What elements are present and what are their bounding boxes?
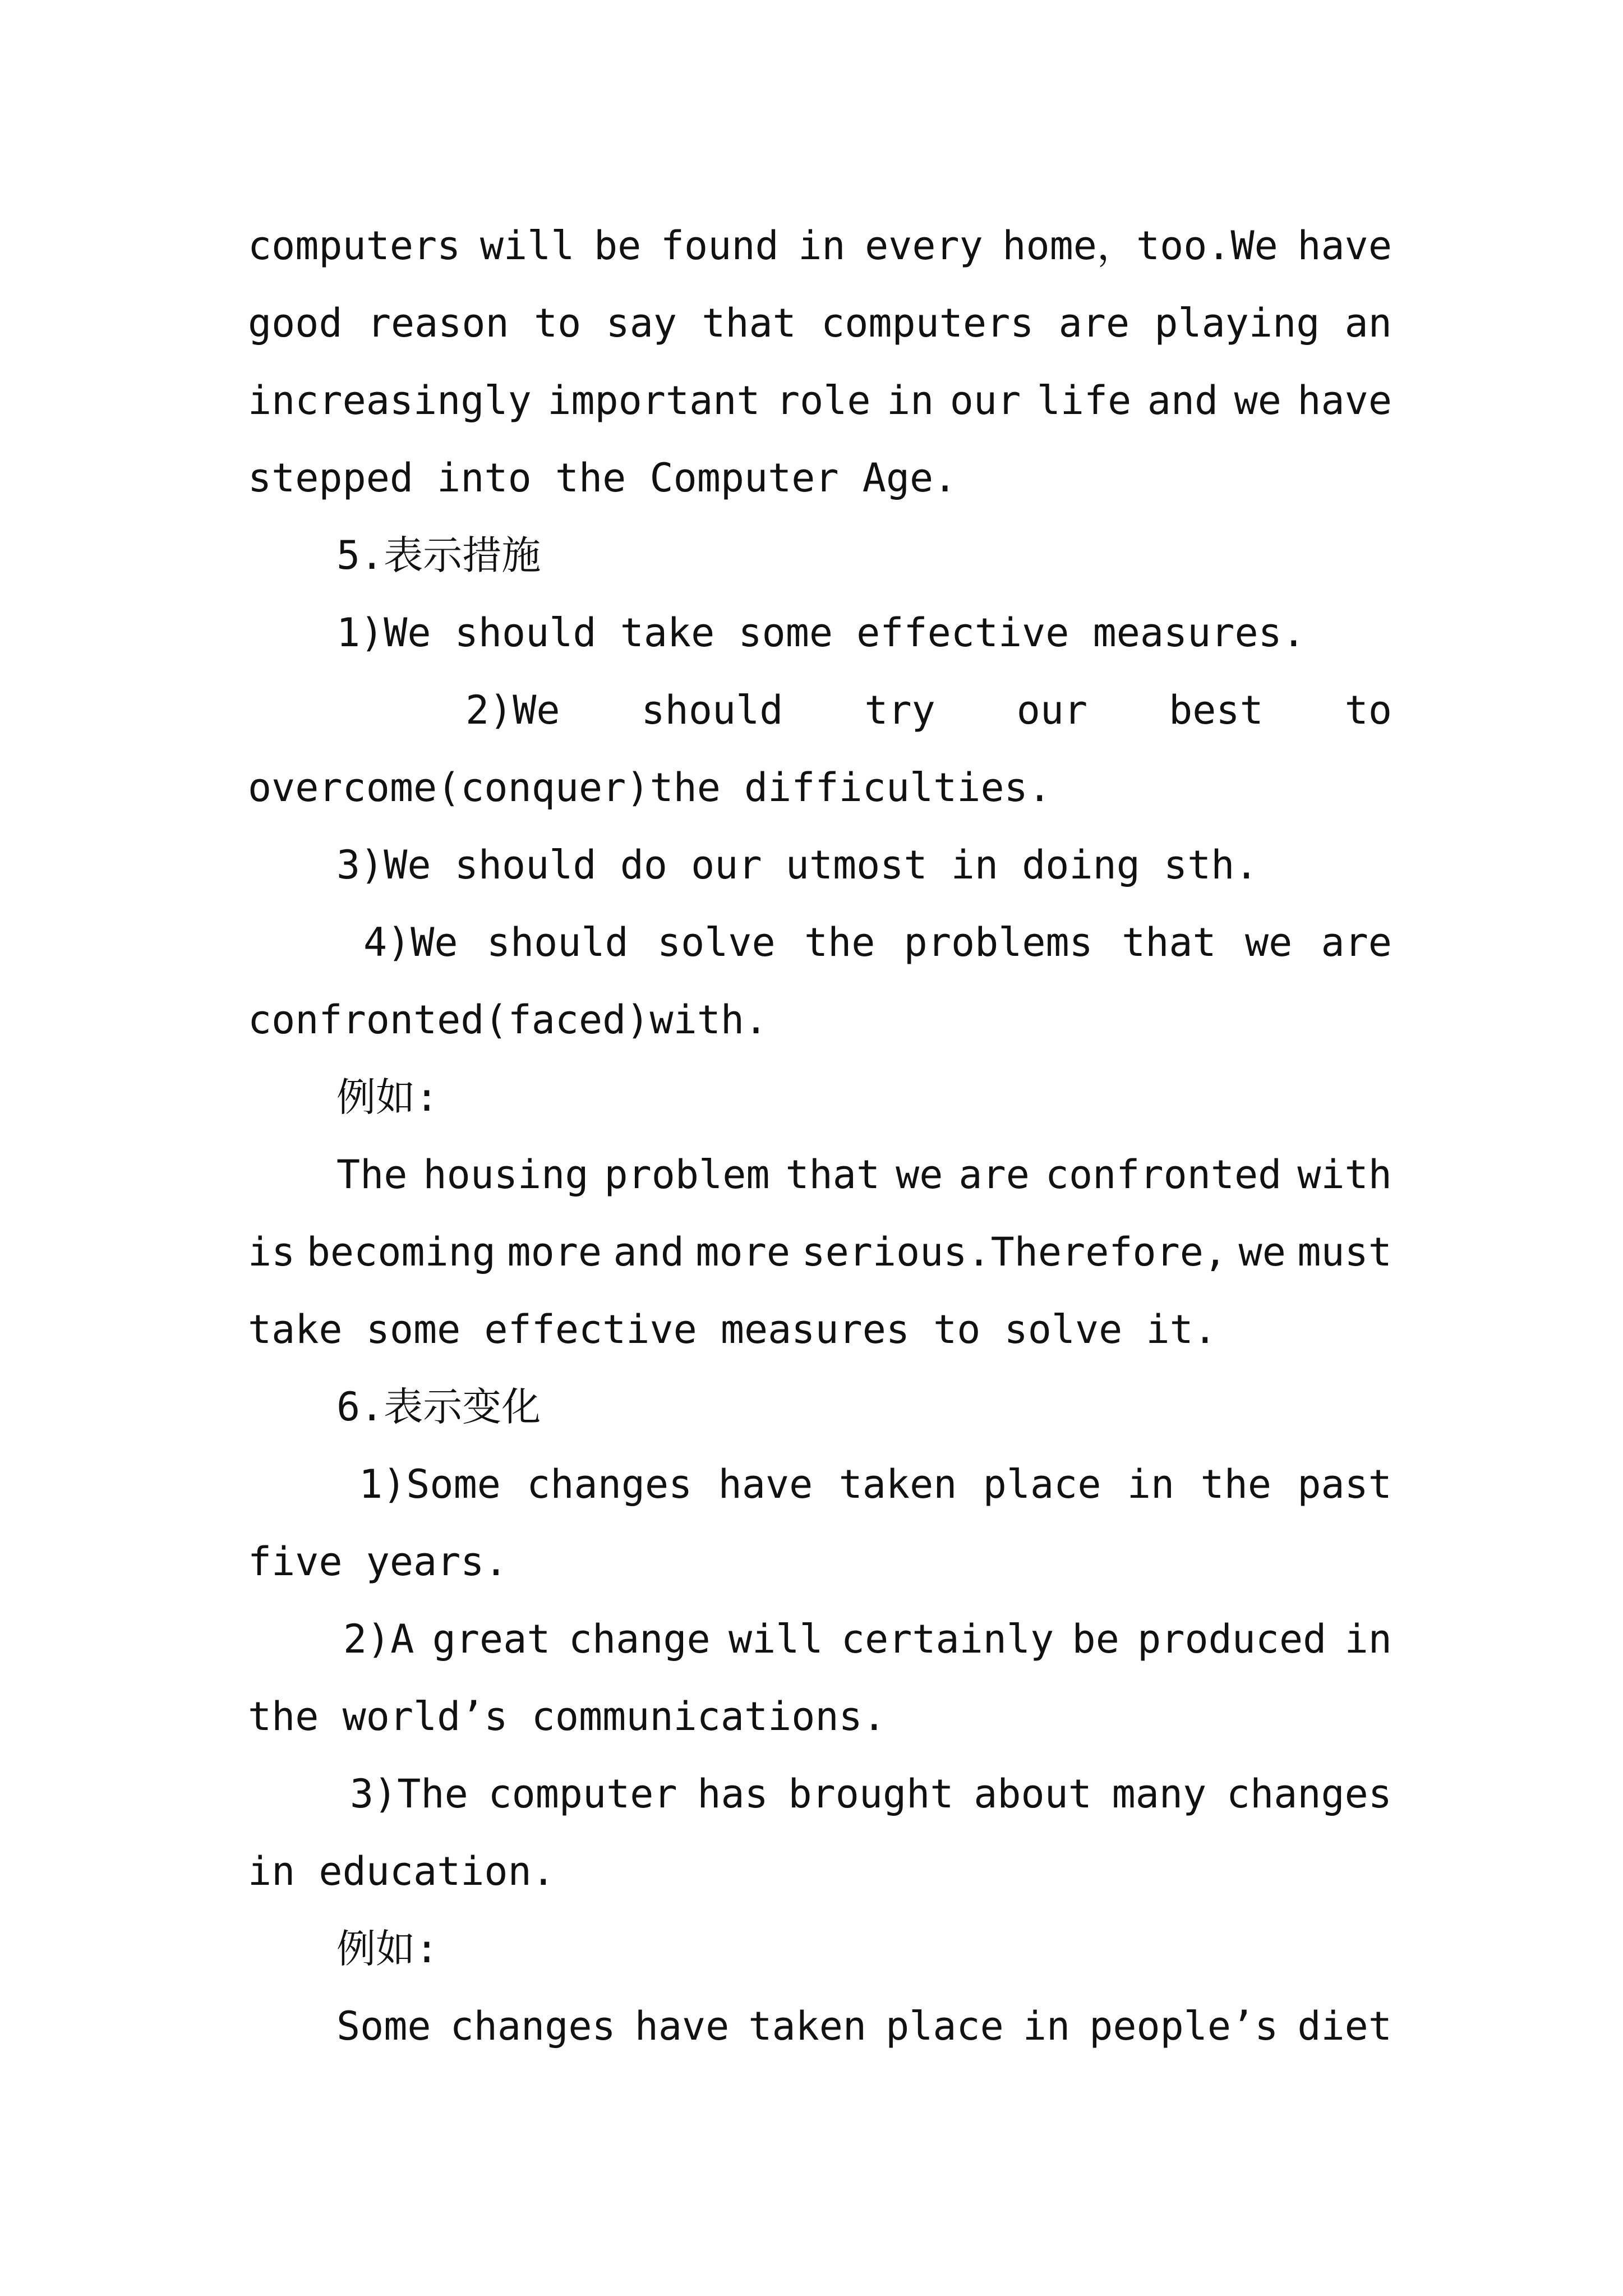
word: should bbox=[486, 919, 629, 965]
word: reason bbox=[367, 300, 509, 346]
word: computer bbox=[488, 1771, 677, 1817]
word: housing bbox=[423, 1152, 589, 1198]
word: people’s bbox=[1089, 2003, 1279, 2049]
word: place bbox=[983, 1461, 1101, 1507]
word: problem bbox=[604, 1152, 770, 1198]
word: change bbox=[568, 1616, 711, 1662]
word: 4)We bbox=[363, 919, 458, 965]
text-line bbox=[248, 212, 1392, 279]
word: are bbox=[1321, 919, 1392, 965]
word: changes bbox=[450, 2003, 616, 2049]
word: has bbox=[697, 1771, 768, 1817]
word: found bbox=[660, 223, 779, 269]
word: in bbox=[1022, 2003, 1071, 2049]
section-heading: 5.表示措施 bbox=[336, 532, 541, 578]
list-item bbox=[350, 1760, 1392, 1828]
word: have bbox=[718, 1461, 813, 1507]
word: are bbox=[1058, 300, 1130, 346]
word: we bbox=[1238, 1229, 1286, 1275]
word: 2)We bbox=[465, 687, 560, 733]
word: many bbox=[1112, 1771, 1207, 1817]
word: to bbox=[1344, 687, 1392, 733]
word: certainly bbox=[841, 1616, 1054, 1662]
word: place bbox=[886, 2003, 1004, 2049]
word: past bbox=[1297, 1461, 1392, 1507]
word: becoming bbox=[306, 1229, 496, 1275]
text-line bbox=[248, 289, 1392, 357]
word: with bbox=[1297, 1152, 1392, 1198]
word: problems bbox=[903, 919, 1093, 965]
word: about bbox=[974, 1771, 1092, 1817]
word: our bbox=[949, 378, 1021, 424]
word: that bbox=[785, 1152, 880, 1198]
example-text bbox=[248, 1218, 1392, 1286]
word: have bbox=[1297, 223, 1392, 269]
word: The bbox=[336, 1152, 408, 1198]
word: changes bbox=[527, 1461, 693, 1507]
word: in bbox=[1127, 1461, 1175, 1507]
list-item: 3)We should do our utmost in doing sth. bbox=[336, 842, 1258, 888]
list-item: 1)We should take some effective measures. bbox=[336, 610, 1306, 656]
word: diet bbox=[1297, 2003, 1392, 2049]
word: be bbox=[594, 223, 642, 269]
word: confronted bbox=[1045, 1152, 1282, 1198]
word: produced bbox=[1137, 1616, 1327, 1662]
word: brought bbox=[788, 1771, 954, 1817]
word: best bbox=[1169, 687, 1264, 733]
word: in bbox=[887, 378, 934, 424]
word: should bbox=[641, 687, 783, 733]
word: increasingly bbox=[248, 378, 532, 424]
word: life bbox=[1036, 378, 1132, 424]
word: 3)The bbox=[350, 1771, 468, 1817]
word: our bbox=[1016, 687, 1088, 733]
word: that bbox=[1122, 919, 1216, 965]
word: role bbox=[776, 378, 871, 424]
text-line: confronted(faced)with. bbox=[248, 997, 768, 1043]
word: home，too.We bbox=[1002, 223, 1278, 269]
example-text bbox=[336, 1141, 1392, 1208]
word: we bbox=[896, 1152, 943, 1198]
word: that bbox=[702, 300, 796, 346]
word: are bbox=[958, 1152, 1030, 1198]
word: every bbox=[865, 223, 983, 269]
text-line: the world’s communications. bbox=[248, 1694, 886, 1740]
list-item bbox=[363, 909, 1392, 976]
list-item bbox=[465, 677, 1392, 744]
text-line: five years. bbox=[248, 1539, 508, 1585]
word: the bbox=[1200, 1461, 1271, 1507]
example-text: take some effective measures to solve it. bbox=[248, 1306, 1217, 1352]
word: be bbox=[1072, 1616, 1119, 1662]
word: important bbox=[547, 378, 760, 424]
word: 2)A bbox=[343, 1616, 414, 1662]
word: and bbox=[1147, 378, 1219, 424]
word: will bbox=[728, 1616, 823, 1662]
text-line: in education. bbox=[248, 1848, 555, 1894]
word: to bbox=[533, 300, 582, 346]
word: computers bbox=[821, 300, 1034, 346]
text-line: stepped into the Computer Age. bbox=[248, 455, 957, 501]
word: solve bbox=[657, 919, 776, 965]
word: and bbox=[613, 1229, 684, 1275]
word: have bbox=[1297, 378, 1392, 424]
example-label: 例如: bbox=[336, 1074, 439, 1120]
text-line bbox=[248, 367, 1392, 434]
word: is bbox=[248, 1229, 296, 1275]
section-heading: 6.表示变化 bbox=[336, 1384, 541, 1430]
example-label: 例如: bbox=[336, 1926, 439, 1972]
word: 1)Some bbox=[359, 1461, 501, 1507]
word: an bbox=[1344, 300, 1392, 346]
example-text bbox=[336, 1993, 1392, 2060]
word: in bbox=[798, 223, 846, 269]
word: try bbox=[864, 687, 935, 733]
text-line: overcome(conquer)the difficulties. bbox=[248, 765, 1052, 811]
word: serious.Therefore, bbox=[801, 1229, 1228, 1275]
word: good bbox=[248, 300, 343, 346]
word: great bbox=[432, 1616, 551, 1662]
word: more bbox=[507, 1229, 602, 1275]
word: changes bbox=[1226, 1771, 1392, 1817]
word: Some bbox=[336, 2003, 431, 2049]
word: playing bbox=[1154, 300, 1320, 346]
word: say bbox=[606, 300, 677, 346]
list-item bbox=[343, 1605, 1392, 1673]
word: have bbox=[634, 2003, 730, 2049]
word: computers bbox=[248, 223, 461, 269]
word: more bbox=[695, 1229, 790, 1275]
word: in bbox=[1344, 1616, 1392, 1662]
word: taken bbox=[838, 1461, 957, 1507]
word: we bbox=[1234, 378, 1281, 424]
word: the bbox=[804, 919, 875, 965]
word: taken bbox=[748, 2003, 867, 2049]
word: must bbox=[1297, 1229, 1392, 1275]
list-item bbox=[359, 1451, 1392, 1518]
word: will bbox=[479, 223, 575, 269]
word: we bbox=[1244, 919, 1293, 965]
